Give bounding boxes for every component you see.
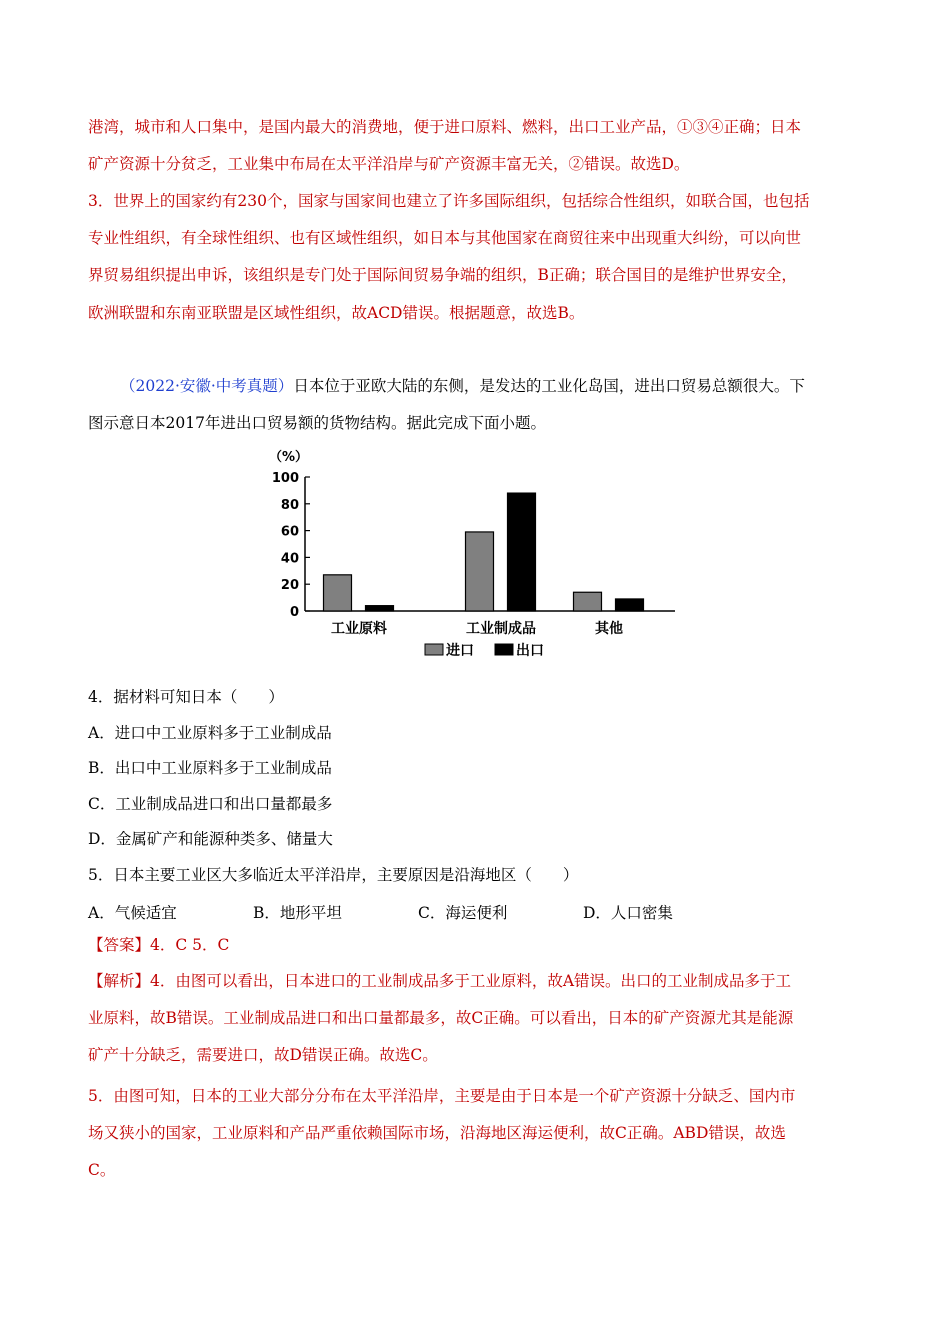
question-source: （2022·安徽·中考真题） (120, 377, 294, 395)
q5-option-a[interactable]: A．气候适宜 (88, 904, 177, 922)
bar-import (574, 592, 602, 611)
chart-bars (324, 493, 644, 611)
analysis-text: 矿产资源十分贫乏，工业集中布局在太平洋沿岸与矿产资源丰富无关，②错误。故选D。 (88, 155, 690, 173)
analysis-line: 业原料，故B错误。工业制成品进口和出口量都最多，故C正确。可以看出，日本的矿产资源尤其是能源 (88, 1009, 794, 1027)
x-tick-label: 其他 (595, 621, 623, 637)
analysis-line: 5．由图可知，日本的工业大部分分布在太平洋沿岸，主要是由于日本是一个矿产资源十分缺乏、国内市 (88, 1087, 796, 1105)
analysis-line: C。 (88, 1161, 116, 1179)
legend-label: 进口 (446, 643, 474, 659)
y-tick-label: 20 (280, 578, 299, 594)
y-axis-label: （%） (269, 450, 309, 465)
question-intro (120, 368, 870, 405)
q3-analysis: 欧洲联盟和东南亚联盟是区域性组织，故ACD错误。根据题意，故选B。 (88, 304, 585, 322)
x-tick-label: 工业制成品 (466, 621, 536, 637)
intro-text: 日本位于亚欧大陆的东侧，是发达的工业化岛国，进出口贸易总额很大。下 (293, 377, 805, 395)
legend-swatch (425, 644, 443, 655)
bar-export (366, 606, 394, 611)
q5-option-d[interactable]: D．人口密集 (583, 904, 673, 922)
q3-analysis: 专业性组织，有全球性组织、也有区域性组织，如日本与其他国家在商贸往来中出现重大纠纷，可以向世 (88, 229, 802, 247)
q4-option-d[interactable]: D．金属矿产和能源种类多、储量大 (88, 830, 333, 848)
q4-option-b[interactable]: B．出口中工业原料多于工业制成品 (88, 759, 332, 777)
legend-swatch (495, 644, 513, 655)
bar-import (466, 532, 494, 611)
answer-line: 【答案】4．C 5．C (88, 936, 230, 954)
analysis-line: 【解析】4．由图可以看出，日本进口的工业制成品多于工业原料，故A错误。出口的工业制成品多于工 (88, 972, 792, 990)
analysis-text: 港湾，城市和人口集中，是国内最大的消费地，便于进口原料、燃料，出口工业产品，①③④正确；日本 (88, 118, 802, 136)
q3-analysis: 3．世界上的国家约有230个，国家与国家间也建立了许多国际组织，包括综合性组织，如联合国，也包括 (88, 192, 810, 210)
q4-option-c[interactable]: C．工业制成品进口和出口量都最多 (88, 795, 333, 813)
y-tick-label: 100 (271, 471, 299, 486)
q5-option-b[interactable]: B．地形平坦 (253, 904, 342, 922)
legend-label: 出口 (516, 643, 544, 659)
y-tick-label: 80 (280, 497, 299, 513)
y-tick-label: 60 (280, 524, 299, 540)
y-tick-label: 40 (280, 551, 299, 567)
trade-structure-chart (255, 445, 695, 675)
x-tick-label: 工业原料 (331, 621, 387, 637)
y-tick-label: 0 (289, 605, 299, 620)
chart-legend (425, 643, 544, 659)
q5-option-c[interactable]: C．海运便利 (418, 904, 508, 922)
bar-import (324, 575, 352, 611)
intro-text: 图示意日本2017年进出口贸易额的货物结构。据此完成下面小题。 (88, 414, 546, 432)
q3-analysis: 界贸易组织提出申诉，该组织是专门处于国际间贸易争端的组织，B正确；联合国目的是维护世界安全， (88, 266, 797, 284)
chart-labels (269, 449, 623, 637)
bar-export (508, 493, 536, 611)
q4-option-a[interactable]: A．进口中工业原料多于工业制成品 (88, 724, 332, 742)
q5-stem: 5．日本主要工业区大多临近太平洋沿岸，主要原因是沿海地区（ ） (88, 866, 579, 884)
q4-stem: 4．据材料可知日本（ ） (88, 688, 284, 706)
analysis-line: 矿产十分缺乏，需要进口，故D错误正确。故选C。 (88, 1046, 438, 1064)
analysis-line: 场又狭小的国家，工业原料和产品严重依赖国际市场，沿海地区海运便利，故C正确。ABD错误，故选 (88, 1124, 786, 1142)
bar-export (616, 599, 644, 611)
